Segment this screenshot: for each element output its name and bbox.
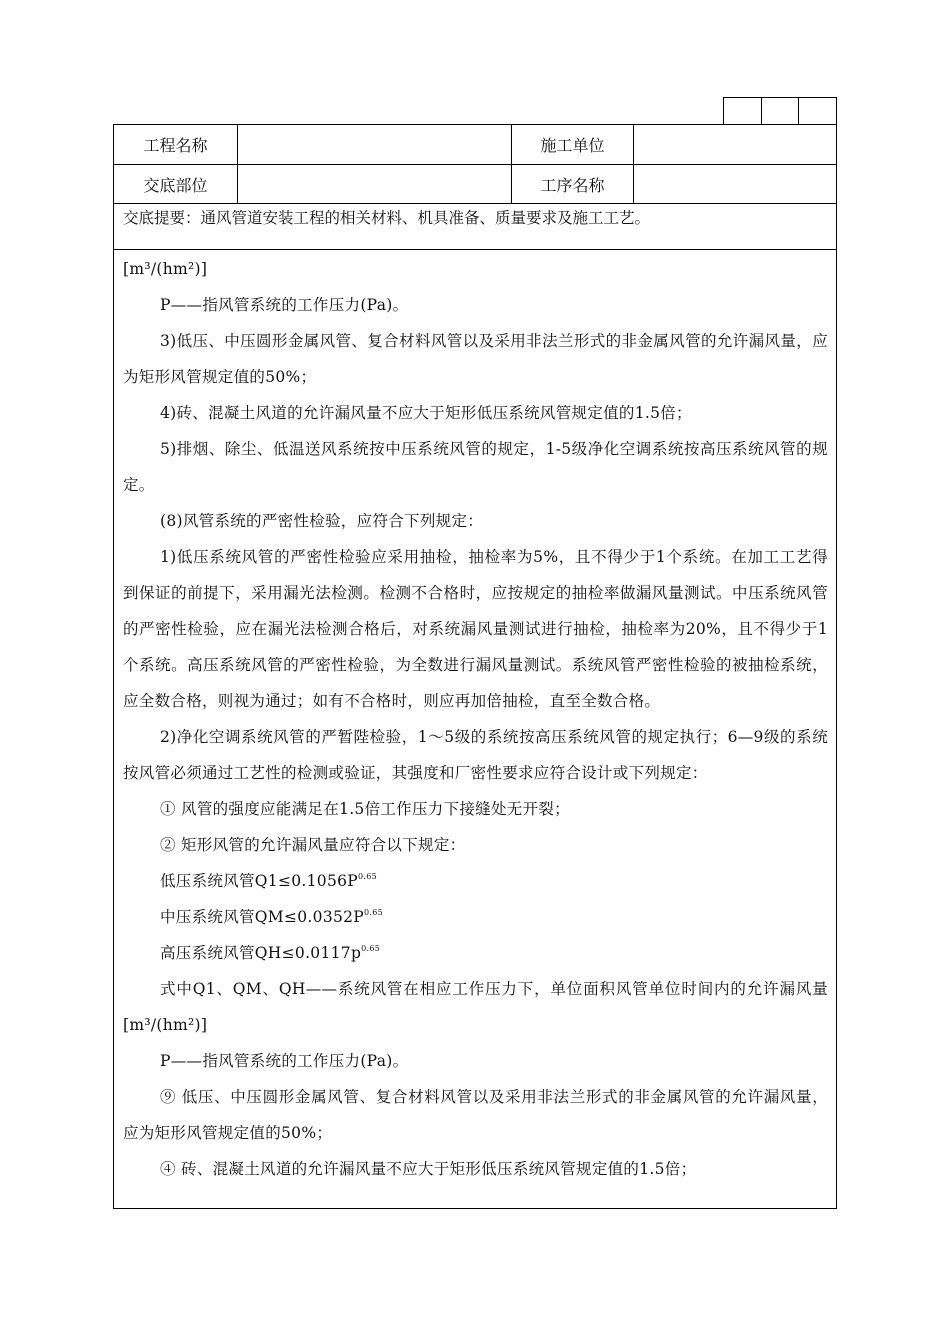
location-label: 交底部位 [114,165,238,203]
paragraph: [m³/(hm²)] [123,260,208,278]
paragraph: ① 风管的强度应能满足在1.5倍工作压力下接缝处无开裂； [160,800,570,818]
page-box-3 [799,98,836,124]
disclosure-form [113,124,837,1209]
paragraph: ② 矩形风管的允许漏风量应符合以下规定： [160,836,466,854]
paragraph: P——指风管系统的工作压力(Pa)。 [160,1052,409,1070]
process-value [634,165,836,203]
paragraph: 3)低压、中压圆形金属风管、复合材料风管以及采用非法兰形式的非金属风管的允许漏风量，应为矩形风管规定值的50%； [123,332,828,386]
paragraph: 1)低压系统风管的严密性检验应采用抽检，抽检率为5%，且不得少于1个系统。在加工工艺得到保证的前提下，采用漏光法检测。检测不合格时，应按规定的抽检率做漏风量测试。中压系统风管的严密性检验，应在漏光法检测合格后，对系统漏风量测试进行抽检，抽检率为20%，且不得少于1个系统。高压系统风管的严密性检验，为全数进行漏风量测试。系统风管严密性检验的被抽检系统，应全数合格，则视为通过；如有不合格时，则应再加倍抽检，直至全数合格。 [123,548,828,710]
paragraph: 4)砖、混凝土风道的允许漏风量不应大于矩形低压系统风管规定值的1.5倍； [160,404,692,422]
formula-exponent: 0.65 [361,944,381,953]
paragraph: (8)风管系统的严密性检验，应符合下列规定： [160,512,484,530]
contractor-label: 施工单位 [512,125,634,164]
paragraph: 5)排烟、除尘、低温送风系统按中压系统风管的规定，1-5级净化空调系统按高压系统风管的规定。 [123,440,828,494]
header-row-2 [114,165,836,204]
paragraph: P——指风管系统的工作压力(Pa)。 [160,296,409,314]
paragraph: 2)净化空调系统风管的严暂陛检验，1～5级的系统按高压系统风管的规定执行；6—9级的系统按风管必须通过工艺性的检测或验证，其强度和厂密性要求应符合设计或下列规定： [123,728,828,782]
paragraph: ⑨ 低压、中压圆形金属风管、复合材料风管以及采用非法兰形式的非金属风管的允许漏风量，应为矩形风管规定值的50%； [123,1088,828,1142]
formula-line [123,899,828,935]
page-number-boxes [723,97,837,124]
paragraph: ④ 砖、混凝土风道的允许漏风量不应大于矩形低压系统风管规定值的1.5倍； [160,1160,697,1178]
paragraph: 式中Q1、QM、QH——系统风管在相应工作压力下，单位面积风管单位时间内的允许漏风量[m³/(hm²)] [123,980,828,1034]
formula-exponent: 0.65 [358,872,378,881]
process-label: 工序名称 [512,165,634,203]
contractor-value [634,125,836,164]
header-row-1 [114,125,836,165]
formula-text: 低压系统风管Q1≤0.1056P [160,872,359,890]
location-value [238,165,512,203]
formula-line [123,935,828,971]
formula-exponent: 0.65 [364,908,384,917]
formula-text: 中压系统风管QM≤0.0352P [160,908,365,926]
disclosure-body [123,251,828,1187]
project-name-value [238,125,512,164]
page-box-2 [762,98,800,124]
disclosure-summary: 交底提要：通风管道安装工程的相关材料、机具准备、质量要求及施工工艺。 [114,204,836,250]
page-box-1 [724,98,762,124]
formula-text: 高压系统风管QH≤0.0117p [160,944,362,962]
formula-line [123,863,828,899]
project-name-label: 工程名称 [114,125,238,164]
